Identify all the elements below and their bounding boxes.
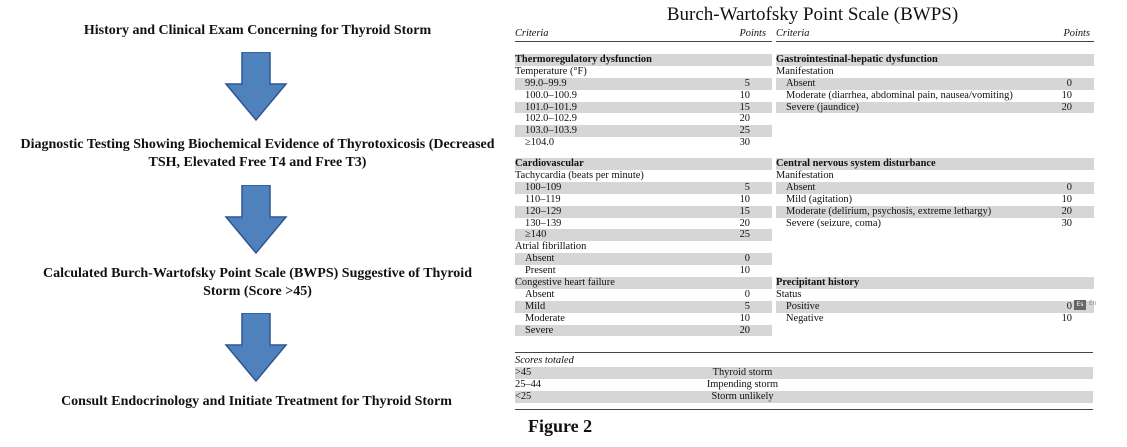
criteria-row (515, 113, 772, 125)
score-meaning: Thyroid storm (712, 366, 773, 378)
criteria-label: Thermoregulatory dysfunction (515, 54, 652, 65)
column-header (515, 28, 772, 42)
criteria-label: ≥104.0 (525, 137, 555, 149)
criteria-row (515, 137, 772, 149)
score-range: <25 (515, 390, 532, 402)
criteria-label: Mild (agitation) (786, 193, 853, 205)
criteria-label: 99.0–99.9 (525, 77, 567, 89)
criteria-row (515, 277, 772, 289)
criteria-header: Criteria (776, 28, 810, 39)
criteria-row (776, 206, 1094, 218)
overlay-label: En (1089, 300, 1097, 307)
criteria-row (776, 78, 1094, 90)
criteria-label: Gastrointestinal-hepatic dysfunction (776, 54, 938, 65)
criteria-label: 101.0–101.9 (525, 101, 577, 113)
criteria-row (515, 90, 772, 102)
criteria-label: Moderate (diarrhea, abdominal pain, nausea/vomiting) (786, 89, 1013, 101)
points-value: 25 (739, 125, 750, 137)
points-value: 0 (744, 288, 750, 300)
criteria-label: Moderate (525, 312, 565, 324)
criteria-row (776, 102, 1094, 114)
flow-step-treatment: Consult Endocrinology and Initiate Treatment for Thyroid Storm (61, 394, 452, 409)
criteria-row (515, 78, 772, 90)
flow-step-history: History and Clinical Exam Concerning for Thyroid Storm (83, 23, 432, 38)
criteria-row (515, 206, 772, 218)
criteria-label: Atrial fibrillation (515, 241, 587, 253)
column-header (776, 28, 1094, 42)
criteria-label: Positive (786, 300, 820, 312)
scores-table (515, 352, 1093, 410)
criteria-column-left (515, 28, 772, 336)
points-value: 10 (1061, 193, 1072, 205)
points-value: 10 (739, 193, 750, 205)
points-value: 20 (1061, 101, 1072, 113)
criteria-row (515, 125, 772, 137)
points-value: 10 (1061, 312, 1072, 324)
criteria-row (776, 66, 1094, 78)
criteria-row (515, 265, 772, 277)
scores-label: Scores totaled (515, 355, 574, 366)
points-value: 10 (1061, 89, 1072, 101)
points-value: 20 (1061, 205, 1072, 217)
scale-title: Burch-Wartofsky Point Scale (BWPS) (666, 4, 959, 25)
points-value: 20 (739, 217, 750, 229)
criteria-column-right (776, 28, 1094, 325)
criteria-label: Severe (525, 324, 554, 336)
down-arrow-2 (224, 185, 288, 255)
points-value: 10 (739, 312, 750, 324)
criteria-row (515, 170, 772, 182)
points-value: 0 (1066, 77, 1072, 89)
points-value: 5 (744, 181, 750, 193)
criteria-row (776, 194, 1094, 206)
criteria-label: Manifestation (776, 170, 834, 182)
points-value: 10 (739, 265, 750, 277)
criteria-row (515, 313, 772, 325)
score-range: >45 (515, 366, 532, 378)
points-value: 0 (1066, 181, 1072, 193)
points-header: Points (739, 28, 766, 39)
score-meaning: Storm unlikely (711, 390, 774, 402)
criteria-label: Severe (jaundice) (786, 101, 859, 113)
criteria-label: Manifestation (776, 65, 834, 77)
points-value: 20 (739, 324, 750, 336)
score-meaning: Impending storm (706, 378, 779, 390)
criteria-label: 110–119 (525, 193, 561, 205)
criteria-row (515, 194, 772, 206)
criteria-row (515, 229, 772, 241)
criteria-row (776, 90, 1094, 102)
points-value: 5 (744, 300, 750, 312)
criteria-label: 130–139 (525, 217, 562, 229)
criteria-label: 102.0–102.9 (525, 113, 577, 125)
category-header (515, 54, 772, 66)
category-header (776, 54, 1094, 66)
points-value: 15 (739, 101, 750, 113)
criteria-label: Tachycardia (beats per minute) (515, 170, 644, 182)
points-value: 0 (1066, 300, 1072, 312)
criteria-row (776, 313, 1094, 325)
points-header: Points (1063, 28, 1090, 39)
criteria-label: Mild (525, 300, 546, 312)
criteria-label: Absent (525, 253, 555, 265)
overlay-icon[interactable]: Es (1074, 300, 1086, 310)
criteria-row (515, 102, 772, 114)
criteria-row (515, 66, 772, 78)
criteria-label: Present (525, 265, 556, 277)
criteria-row (515, 218, 772, 230)
criteria-label: Absent (525, 288, 555, 300)
category-header (776, 277, 1094, 289)
category-header (776, 158, 1094, 170)
criteria-label: Absent (786, 77, 816, 89)
criteria-label: Central nervous system disturbance (776, 158, 936, 170)
criteria-label: Precipitant history (776, 277, 860, 289)
criteria-row (515, 241, 772, 253)
left-rows (515, 54, 772, 336)
score-row (515, 379, 1093, 391)
down-arrow-3 (224, 313, 288, 383)
points-value: 20 (739, 113, 750, 125)
criteria-label: Temperature (°F) (515, 65, 587, 77)
down-arrow-1 (224, 52, 288, 122)
criteria-label: 120–129 (525, 205, 562, 217)
score-range: 25–44 (515, 378, 541, 390)
criteria-label: Moderate (delirium, psychosis, extreme lethargy) (786, 205, 992, 217)
criteria-label: Severe (seizure, coma) (786, 217, 881, 229)
criteria-row (515, 253, 772, 265)
criteria-label: 100.0–100.9 (525, 89, 577, 101)
score-row (515, 391, 1093, 403)
points-value: 15 (739, 205, 750, 217)
criteria-row (515, 301, 772, 313)
criteria-label: Status (776, 288, 802, 300)
criteria-label: Absent (786, 181, 816, 193)
points-value: 30 (1061, 217, 1072, 229)
flow-step-diagnostic: Diagnostic Testing Showing Biochemical Evidence of Thyrotoxicosis (Decreased TSH, Elevated Free T4 and Free T3) (20, 137, 495, 170)
criteria-row (776, 182, 1094, 194)
flow-step-bwps: Calculated Burch-Wartofsky Point Scale (BWPS) Suggestive of Thyroid Storm (Score >45) (43, 266, 472, 299)
right-rows (776, 54, 1094, 325)
criteria-row (515, 325, 772, 337)
points-value: 10 (739, 89, 750, 101)
points-value: 30 (739, 137, 750, 149)
criteria-row (776, 218, 1094, 230)
criteria-header: Criteria (515, 28, 549, 39)
points-value: 5 (744, 77, 750, 89)
figure-caption: Figure 2 (528, 416, 593, 436)
criteria-label: 100–109 (525, 181, 562, 193)
criteria-label: Cardiovascular (515, 158, 584, 170)
criteria-row (515, 289, 772, 301)
points-value: 0 (744, 253, 750, 265)
category-header (515, 158, 772, 170)
criteria-row (515, 182, 772, 194)
score-row (515, 367, 1093, 379)
criteria-row (776, 170, 1094, 182)
criteria-row (776, 289, 1094, 301)
criteria-label: 103.0–103.9 (525, 125, 577, 137)
criteria-row (776, 301, 1094, 313)
criteria-label: Negative (786, 312, 824, 324)
points-value: 25 (739, 229, 750, 241)
criteria-label: ≥140 (525, 229, 547, 241)
criteria-label: Congestive heart failure (515, 277, 615, 289)
